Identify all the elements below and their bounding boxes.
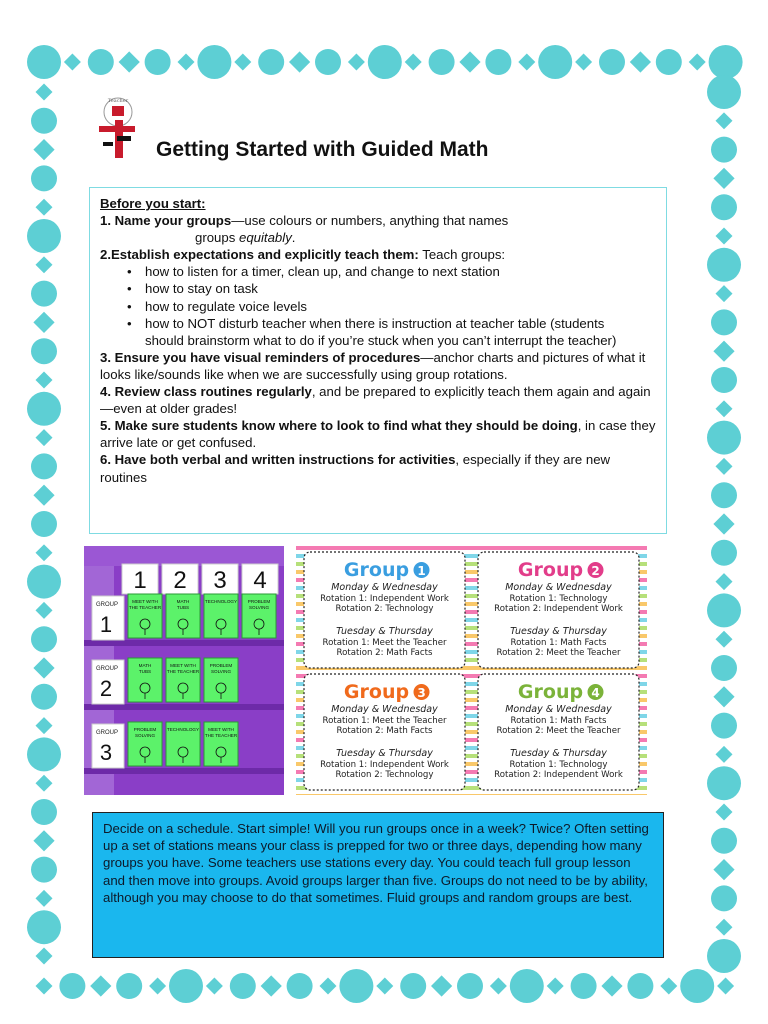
border-dot — [711, 885, 737, 911]
border-diamond — [716, 228, 733, 245]
group-card-line: Monday & Wednesday — [505, 704, 612, 715]
step-6: 6. Have both verbal and written instructions for activities, especially if they are new routines — [100, 452, 611, 485]
pocket-group-label: GROUP — [96, 602, 119, 608]
border-dot — [709, 45, 743, 79]
border-dot — [197, 45, 231, 79]
border-dot — [31, 857, 57, 883]
border-dot — [27, 392, 61, 426]
pocket-group-label: GROUP — [96, 730, 119, 736]
group-card-line: Rotation 1: Meet the Teacher — [322, 638, 447, 648]
schedule-box — [92, 812, 664, 958]
border-dot — [429, 49, 455, 75]
border-dot — [711, 828, 737, 854]
pocket-card-label: TECHNOLOGY — [166, 727, 200, 732]
border-dot — [680, 969, 714, 1003]
border-diamond — [36, 775, 53, 792]
border-diamond — [716, 400, 733, 417]
pocket-card-label: TUBS — [138, 669, 152, 674]
group-card-line: Rotation 2: Math Facts — [336, 648, 433, 658]
border-dot — [31, 453, 57, 479]
border-dot — [31, 108, 57, 134]
border-diamond — [33, 657, 54, 678]
border-dot — [31, 165, 57, 191]
bullet-item: • how to NOT disturb teacher when there is instruction at teacher table (students should brainstorm what to do if you’re stuck when you can’t interrupt the teacher) — [127, 315, 617, 348]
pocket-number: 3 — [213, 567, 227, 594]
group-card-title: Group — [343, 559, 410, 581]
border-diamond — [713, 686, 734, 707]
group-card-title: Group — [517, 681, 584, 703]
pocket-chart-photo — [84, 546, 284, 795]
border-diamond — [717, 978, 734, 995]
group-card-number: 4 — [591, 686, 600, 700]
border-diamond — [33, 485, 54, 506]
before-you-start-box — [89, 187, 667, 534]
border-dot — [485, 49, 511, 75]
border-diamond — [713, 859, 734, 880]
pocket-card-label: TECHNOLOGY — [204, 599, 238, 604]
border-dot — [31, 799, 57, 825]
bullet-item: • how to listen for a timer, clean up, and change to next station — [127, 264, 500, 280]
border-diamond — [36, 256, 53, 273]
group-card-line: Monday & Wednesday — [331, 704, 438, 715]
pocket-card-label: TUBS — [176, 605, 190, 610]
border-diamond — [490, 978, 507, 995]
border-diamond — [405, 54, 422, 71]
border-dot — [145, 49, 171, 75]
group-card-line: Tuesday & Thursday — [336, 626, 433, 637]
border-dot — [339, 969, 373, 1003]
border-dot — [27, 737, 61, 771]
border-diamond — [459, 51, 480, 72]
logo-text: Teacher — [107, 98, 129, 104]
border-dot — [707, 421, 741, 455]
border-dot — [711, 482, 737, 508]
border-diamond — [178, 54, 195, 71]
group-card-line: Rotation 2: Technology — [335, 770, 434, 780]
border-dot — [31, 338, 57, 364]
border-diamond — [289, 51, 310, 72]
border-diamond — [575, 54, 592, 71]
pocket-card-label: MATH — [138, 663, 152, 668]
border-diamond — [149, 978, 166, 995]
border-dot — [707, 939, 741, 973]
group-card-line: Rotation 2: Independent Work — [494, 770, 623, 780]
border-diamond — [716, 919, 733, 936]
border-diamond — [716, 112, 733, 129]
border-diamond — [547, 978, 564, 995]
border-diamond — [630, 51, 651, 72]
border-diamond — [689, 54, 706, 71]
group-card-title: Group — [517, 559, 584, 581]
border-diamond — [716, 631, 733, 648]
group-card-line: Rotation 2: Meet the Teacher — [496, 648, 621, 658]
step-1: 1. Name your groups—use colours or numbers, anything that names — [100, 213, 509, 229]
pocket-group-number: 1 — [99, 612, 113, 637]
pocket-card-label: PROBLEM — [247, 599, 271, 604]
border-dot — [258, 49, 284, 75]
border-dot — [707, 593, 741, 627]
step-4: 4. Review class routines regularly, and be prepared to explicitly teach them again and again—even at older grades! — [100, 384, 651, 417]
border-dot — [711, 540, 737, 566]
border-dot — [315, 49, 341, 75]
bullet-item: • how to regulate voice levels — [127, 298, 308, 314]
border-diamond — [348, 54, 365, 71]
pocket-group-label: GROUP — [96, 666, 119, 672]
group-card-line: Monday & Wednesday — [331, 582, 438, 593]
group-card-line: Monday & Wednesday — [505, 582, 612, 593]
group-cards-image — [296, 546, 647, 795]
before-heading: Before you start: — [100, 196, 206, 211]
border-diamond — [713, 341, 734, 362]
group-card-line: Rotation 1: Technology — [509, 594, 608, 604]
pocket-group-number: 3 — [99, 740, 113, 765]
border-diamond — [64, 54, 81, 71]
border-dot — [711, 713, 737, 739]
page-title: Getting Started with Guided Math — [156, 138, 489, 161]
pocket-group-number: 2 — [99, 676, 113, 701]
border-diamond — [716, 804, 733, 821]
border-diamond — [716, 573, 733, 590]
group-card-line: Tuesday & Thursday — [336, 748, 433, 759]
border-dot — [711, 655, 737, 681]
border-dot — [368, 45, 402, 79]
group-card-line: Rotation 1: Math Facts — [510, 716, 607, 726]
border-dot — [707, 766, 741, 800]
step-2-bullets — [100, 263, 656, 348]
group-card-line: Rotation 1: Meet the Teacher — [322, 716, 447, 726]
border-dot — [510, 969, 544, 1003]
border-diamond — [90, 975, 111, 996]
border-diamond — [36, 602, 53, 619]
pocket-card-label: PROBLEM — [209, 663, 233, 668]
step-3: 3. Ensure you have visual reminders of procedures—anchor charts and pictures of what it looks like/sounds like when we are successfully using group rotations. — [100, 349, 646, 382]
group-card-line: Tuesday & Thursday — [510, 626, 607, 637]
border-dot — [27, 45, 61, 79]
pocket-card-label: THE TEACHER — [166, 669, 200, 674]
border-diamond — [33, 312, 54, 333]
border-dot — [59, 973, 85, 999]
border-diamond — [36, 717, 53, 734]
pocket-card-label: SOLVING — [210, 669, 232, 674]
border-diamond — [431, 975, 452, 996]
border-diamond — [36, 199, 53, 216]
border-diamond — [36, 84, 53, 101]
bullet-item: • how to stay on task — [127, 281, 258, 297]
pocket-number: 2 — [173, 567, 187, 594]
border-dot — [31, 684, 57, 710]
border-dot — [627, 973, 653, 999]
border-dot — [230, 973, 256, 999]
group-card-line: Rotation 2: Meet the Teacher — [496, 726, 621, 736]
border-diamond — [36, 429, 53, 446]
border-dot — [400, 973, 426, 999]
group-card-line: Rotation 2: Technology — [335, 604, 434, 614]
pocket-card-label: SOLVING — [248, 605, 270, 610]
group-card-line: Rotation 1: Independent Work — [320, 594, 449, 604]
border-dot — [538, 45, 572, 79]
pocket-card-label: MATH — [176, 599, 190, 604]
border-dot — [88, 49, 114, 75]
group-card-line: Rotation 1: Math Facts — [510, 638, 607, 648]
border-dot — [27, 910, 61, 944]
border-diamond — [36, 890, 53, 907]
border-diamond — [36, 544, 53, 561]
pocket-card-label: SOLVING — [134, 733, 156, 738]
border-dot — [711, 137, 737, 163]
pocket-card-label: MEET WITH — [132, 599, 158, 604]
border-dot — [27, 219, 61, 253]
pocket-card-label: MEET WITH — [170, 663, 196, 668]
border-diamond — [713, 168, 734, 189]
border-dot — [711, 194, 737, 220]
border-diamond — [601, 975, 622, 996]
border-dot — [707, 75, 741, 109]
border-dot — [31, 626, 57, 652]
group-card-title: Group — [343, 681, 410, 703]
border-dot — [116, 973, 142, 999]
border-diamond — [320, 978, 337, 995]
border-diamond — [206, 978, 223, 995]
border-diamond — [119, 51, 140, 72]
group-card-line: Rotation 1: Independent Work — [320, 760, 449, 770]
border-dot — [169, 969, 203, 1003]
pocket-card-label: THE TEACHER — [204, 733, 238, 738]
border-diamond — [713, 513, 734, 534]
schedule-text: Decide on a schedule. Start simple! Will you run groups once in a week? Twice? Often setting up a set of stations means your class is prepped for two or three days, depending how many groups you have. Some teachers use stations every day. You could teach full group lesson and then move into groups. Avoid groups larger than five. Groups do not need to be by ability, although you may choose to do that sometimes. Fluid groups and random groups are best. — [103, 821, 649, 905]
border-dot — [707, 248, 741, 282]
group-card-number: 3 — [417, 686, 426, 700]
border-dot — [27, 565, 61, 599]
border-diamond — [234, 54, 251, 71]
border-dot — [31, 281, 57, 307]
border-diamond — [660, 978, 677, 995]
pocket-number: 1 — [133, 567, 147, 594]
pocket-card-label: PROBLEM — [133, 727, 157, 732]
border-dot — [656, 49, 682, 75]
border-diamond — [716, 458, 733, 475]
border-diamond — [261, 975, 282, 996]
pocket-card-label: MEET WITH — [208, 727, 234, 732]
group-card-line: Tuesday & Thursday — [510, 748, 607, 759]
group-card-line: Rotation 2: Independent Work — [494, 604, 623, 614]
border-diamond — [36, 978, 53, 995]
pocket-card-label: THE TEACHER — [128, 605, 162, 610]
border-dot — [457, 973, 483, 999]
step-1-cont: groups equitably. — [195, 230, 296, 246]
border-diamond — [376, 978, 393, 995]
border-dot — [31, 511, 57, 537]
step-2: 2.Establish expectations and explicitly teach them: Teach groups: — [100, 247, 506, 263]
border-diamond — [36, 372, 53, 389]
border-diamond — [716, 746, 733, 763]
border-diamond — [518, 54, 535, 71]
border-diamond — [33, 830, 54, 851]
group-card-number: 1 — [417, 564, 426, 578]
border-dot — [711, 367, 737, 393]
border-dot — [599, 49, 625, 75]
border-dot — [711, 309, 737, 335]
logo — [93, 96, 143, 158]
group-card-line: Rotation 1: Technology — [509, 760, 608, 770]
border-diamond — [716, 285, 733, 302]
step-5: 5. Make sure students know where to look to find what they should be doing, in case they arrive late or get confused. — [100, 418, 656, 451]
group-card-line: Rotation 2: Math Facts — [336, 726, 433, 736]
border-dot — [287, 973, 313, 999]
border-diamond — [33, 139, 54, 160]
border-dot — [571, 973, 597, 999]
border-diamond — [36, 948, 53, 965]
pocket-number: 4 — [253, 567, 267, 594]
group-card-number: 2 — [591, 564, 600, 578]
